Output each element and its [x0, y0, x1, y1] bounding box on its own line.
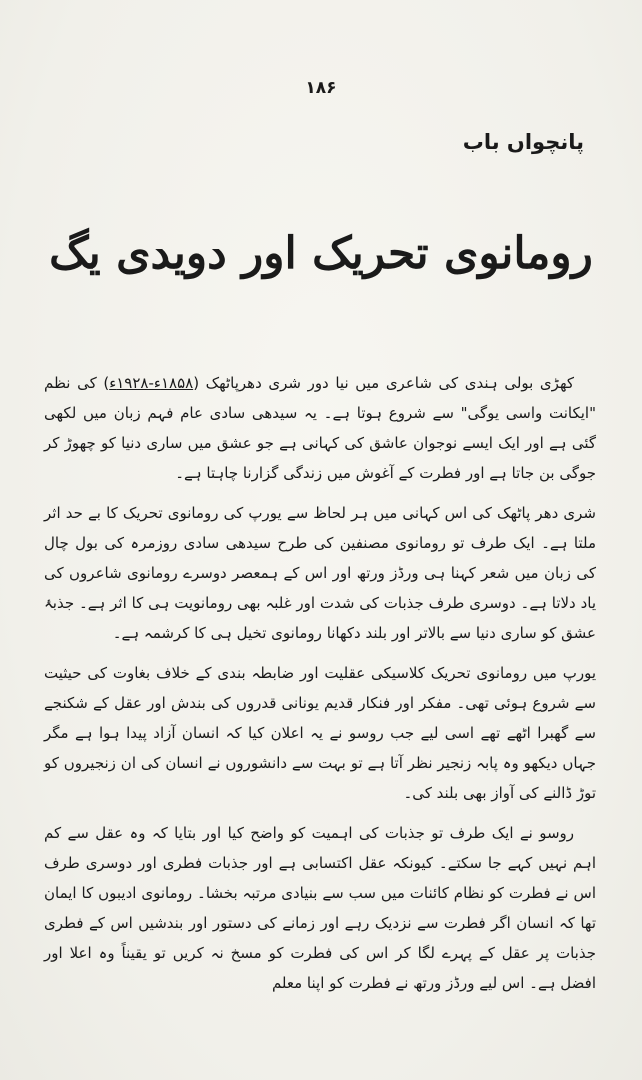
- paragraph-3: یورپ میں رومانوی تحریک کلاسیکی عقلیت اور ضابطہ بندی کے خلاف بغاوت کی حیثیت سے شروع ہوئی تھی۔ مفکر اور فنکار قدیم یونانی قدروں کی بندش اور عقل کے شکنجے سے گھبرا اٹھے تھے اسی لیے جب روسو نے یہ اعلان کیا کہ انسان آزاد پیدا ہوا ہے مگر جہاں دیکھو وہ پابہ زنجیر نظر آتا ہے تو بہت سے دانشوروں نے انسان کی ان زنجیروں کو توڑ ڈالنے کی آواز بھی بلند کی۔: [44, 664, 596, 802]
- chapter-label: پانچواں باب: [462, 130, 584, 154]
- paragraph-1: [44, 368, 596, 488]
- chapter-title: رومانوی تحریک اور دویدی یگ: [49, 228, 593, 279]
- paragraph-2: شری دھر پاٹھک کی اس کہانی میں ہر لحاظ سے یورپ کی رومانوی تحریک کا بے حد اثر ملتا ہے۔ ایک طرف تو رومانوی مصنفین کی طرح سیدھی سادی روزمرہ کی بول چال کی زبان میں شعر کہنا ہی ورڈز ورتھ اور اس کے ہمعصر دوسرے رومانوی شاعروں کی یاد دلاتا ہے۔ دوسری طرف جذبات کی شدت اور غلبہ بھی رومانویت ہی کا اثر ہے۔ جذبۂ عشق کو ساری دنیا سے بالاتر اور بلند دکھانا رومانوی تخیل ہی کا کرشمہ ہے۔: [44, 504, 596, 642]
- paragraph-1-years: ۱۸۵۸ء-۱۹۲۸ء: [109, 374, 194, 392]
- paragraph-1-text-before: کھڑی بولی ہندی کی شاعری میں نیا دور شری دھرپاٹھک (: [193, 374, 574, 392]
- paragraph-4: روسو نے ایک طرف تو جذبات کی اہمیت کو واضح کیا اور بتایا کہ وہ عقل سے کم اہم نہیں کہے جا سکتے۔ کیونکہ عقل اکتسابی ہے اور جذبات فطری اور دوسری طرف اس نے فطرت کو نظام کائنات میں سب سے بنیادی مرتبہ بخشا۔ رومانوی ادیبوں کا ایمان تھا کہ انسان اگر فطرت سے نزدیک رہے اور زمانے کی دستور اور بندشیں اس کے فطری جذبات پر عقل کے پہرے لگا کر اس کی فطرت کو مسخ نہ کریں تو یقیناً وہ اعلا اور افضل ہے۔ اس لیے ورڈز ورتھ نے فطرت کو اپنا معلم: [44, 824, 596, 992]
- body-text: [44, 368, 596, 998]
- paragraph-1-text-after: ) کی نظم "ایکانت واسی یوگی" سے شروع ہوتا ہے۔ یہ سیدھی سادی عام فہم زبان میں لکھی گئی ہے اور ایک ایسے نوجوان عاشق کی کہانی ہے جو عشق میں ساری دنیا کو چھوڑ کر جوگی بن جاتا ہے اور فطرت کے آغوش میں زندگی گزارنا چاہتا ہے۔: [44, 374, 596, 482]
- page-number: ۱۸۶: [305, 78, 337, 98]
